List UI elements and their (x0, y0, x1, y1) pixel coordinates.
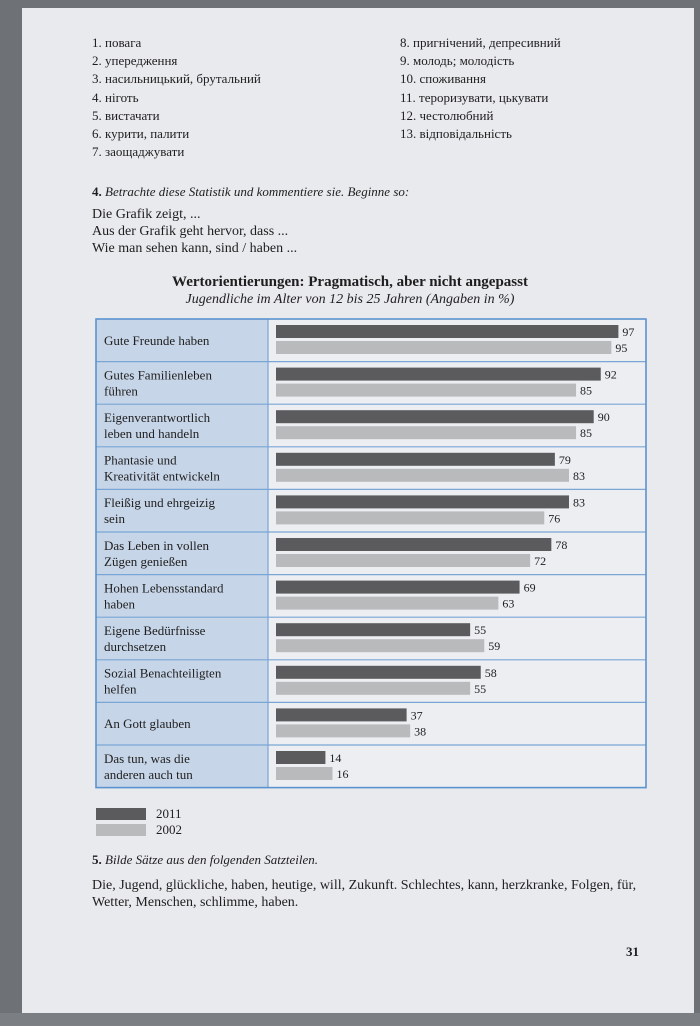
page-number: 31 (626, 944, 639, 959)
wordlist-item: 12. честолюбний (400, 107, 494, 123)
bar-2011 (276, 623, 470, 636)
wordlist-item: 8. пригнічений, депресивний (400, 35, 561, 50)
bar-2002 (276, 724, 410, 737)
data-label-2002: 59 (488, 639, 501, 654)
bar-2002 (276, 469, 569, 482)
category-label: durchsetzen (104, 639, 167, 654)
data-label-2011: 97 (622, 325, 635, 339)
category-label: An Gott glauben (104, 716, 191, 732)
category-label: Das tun, was die (104, 750, 190, 766)
task-instruction: Betrachte diese Statistik und kommentiere sie. Beginne so: (105, 184, 410, 199)
wordlist-item: 2. упередження (92, 53, 178, 69)
bar-2011 (276, 708, 407, 721)
data-label-2011: 92 (604, 367, 617, 382)
bar-2002 (276, 426, 576, 439)
sentence-starter: Wie man sehen kann, sind / haben ... (92, 241, 298, 256)
bar-2011 (276, 410, 594, 423)
legend-swatch-2011 (96, 808, 146, 820)
data-label-2002: 85 (580, 426, 593, 441)
data-label-2002: 16 (336, 767, 349, 781)
data-label-2002: 72 (534, 554, 547, 568)
category-label: haben (104, 596, 136, 612)
data-label-2011: 90 (597, 410, 610, 425)
task-number: 4. (92, 184, 102, 199)
category-label: Zügen genießen (104, 553, 188, 569)
data-label-2011: 55 (474, 623, 487, 638)
data-label-2011: 79 (558, 452, 571, 467)
sentence-starter: Aus der Grafik geht hervor, dass ... (92, 224, 289, 239)
category-label: Eigenverantwortlich (104, 410, 211, 425)
data-label-2011: 58 (484, 665, 497, 680)
category-label: Hohen Lebensstandard (104, 580, 224, 596)
bar-2002 (276, 341, 611, 354)
bar-2011 (276, 495, 569, 508)
category-label: Gutes Familienleben (104, 367, 212, 383)
data-label-2002: 63 (502, 596, 515, 611)
task-instruction: Bilde Sätze aus den folgenden Satzteilen. (105, 852, 319, 867)
wordlist-item: 6. курити, палити (92, 126, 190, 142)
category-label: helfen (104, 681, 137, 697)
category-label: Eigene Bedürfnisse (104, 623, 206, 638)
bar-2002 (276, 554, 530, 567)
legend-swatch-2002 (96, 824, 146, 836)
task-number: 5. (92, 852, 102, 867)
category-label: leben und handeln (104, 426, 200, 441)
wordlist-item: 11. тероризувати, цькувати (400, 89, 549, 105)
sentence-starter: Die Grafik zeigt, ... (92, 207, 201, 222)
category-label: Sozial Benachteiligten (104, 665, 222, 681)
wordlist-item: 13. відповідальність (400, 126, 512, 142)
bar-2002 (276, 682, 470, 695)
data-label-2011: 83 (572, 495, 585, 510)
scan-bottom-edge (0, 1013, 700, 1026)
category-label: sein (104, 511, 125, 527)
category-label: Das Leben in vollen (104, 537, 210, 553)
category-label: führen (104, 383, 138, 399)
data-label-2011: 78 (555, 538, 568, 552)
data-label-2011: 69 (523, 580, 536, 595)
wordlist-item: 9. молодь; молодість (400, 53, 515, 69)
category-label: Gute Freunde haben (104, 332, 210, 348)
wordlist-item: 3. насильницький, брутальний (92, 71, 261, 87)
bar-2011 (276, 453, 555, 466)
bar-2011 (276, 581, 520, 594)
task-5-words: Die, Jugend, glückliche, haben, heutige, will, Zukunft. Schlechtes, kann, herzkranke, Folgen, für, Wetter, Menschen, schlimme, haben. (92, 878, 637, 910)
bar-2002 (276, 767, 332, 780)
category-label: Phantasie und (104, 452, 177, 468)
category-label: Kreativität entwickeln (104, 468, 220, 484)
data-label-2002: 83 (572, 468, 585, 483)
wordlist-item: 7. заощаджувати (92, 144, 185, 160)
data-label-2002: 85 (580, 383, 593, 398)
bar-2011 (276, 751, 325, 764)
data-label-2002: 38 (414, 724, 427, 739)
bar-2002 (276, 597, 498, 610)
data-label-2002: 55 (474, 681, 487, 696)
legend-label-2011: 2011 (156, 806, 182, 821)
task-5-heading (92, 852, 318, 868)
bar-2011 (276, 368, 601, 381)
category-label: Fleißig und ehrgeizig (104, 495, 215, 511)
bar-2002 (276, 639, 484, 652)
chart-title: Wertorientierungen: Pragmatisch, aber nicht angepasst (172, 274, 528, 290)
data-label-2011: 37 (410, 708, 423, 723)
category-label: anderen auch tun (104, 766, 193, 782)
bar-2011 (276, 538, 551, 551)
data-label-2002: 76 (548, 511, 561, 526)
bar-2002 (276, 384, 576, 397)
legend-label-2002: 2002 (156, 822, 182, 837)
wordlist-item: 4. ніготь (92, 89, 139, 105)
wordlist-item: 5. вистачати (92, 107, 160, 123)
bar-2011 (276, 666, 481, 679)
bar-2002 (276, 511, 544, 524)
wordlist-item: 1. повага (92, 35, 142, 50)
data-label-2011: 14 (329, 751, 342, 765)
chart-subtitle: Jugendliche im Alter von 12 bis 25 Jahren (Angaben in %) (185, 292, 515, 307)
wordlist-item: 10. споживання (400, 71, 486, 87)
data-label-2002: 95 (615, 341, 628, 355)
bar-2011 (276, 325, 618, 338)
